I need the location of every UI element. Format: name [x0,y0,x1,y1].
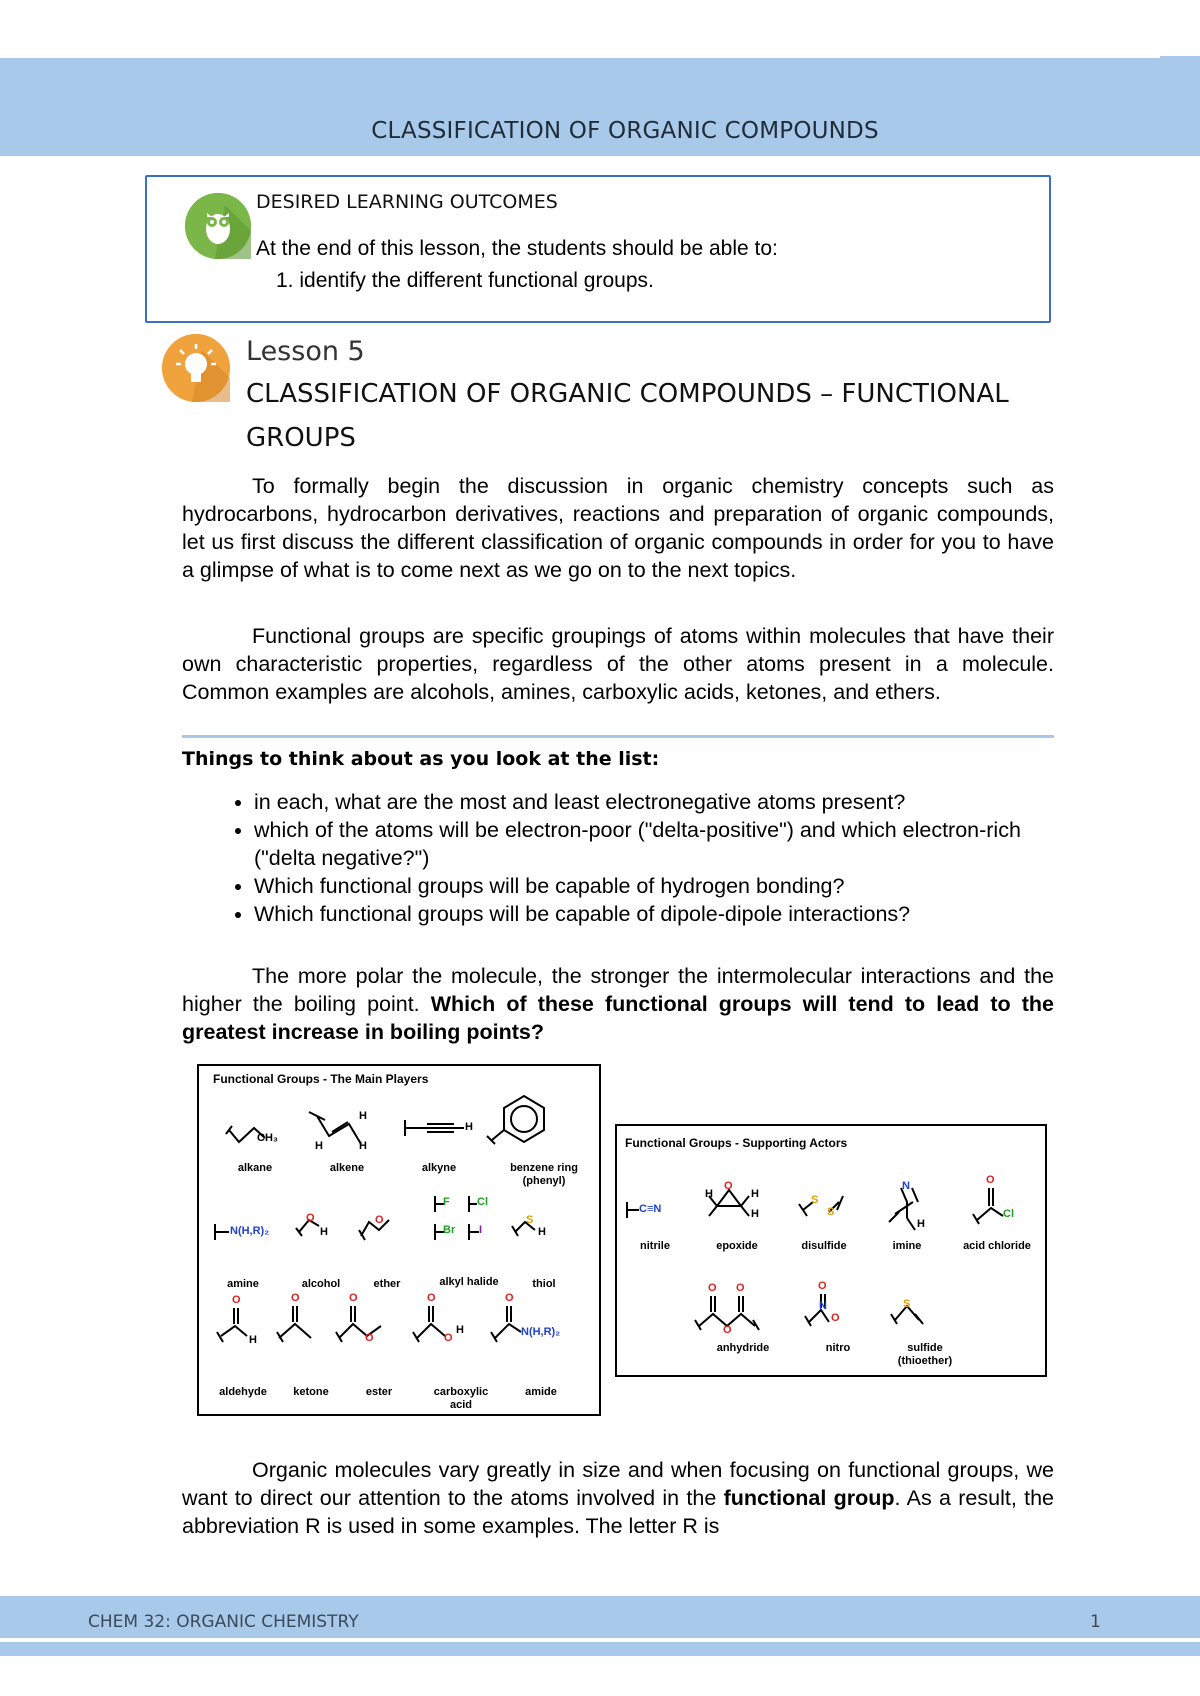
think-about-heading: Things to think about as you look at the list: [182,748,660,770]
label-sulfide-text: sulfide [907,1342,943,1354]
atom-o: O [831,1312,840,1324]
section-divider [182,735,1054,738]
lightbulb-icon [162,334,230,402]
label-acid-chloride: acid chloride [963,1240,1031,1252]
atom-o: O [306,1212,315,1224]
page-header-title: CLASSIFICATION OF ORGANIC COMPOUNDS [371,118,879,144]
atom-h: H [456,1324,464,1336]
label-thioether: (thioether) [897,1355,953,1367]
atom-h: H [249,1334,257,1346]
label-alkane: alkane [237,1162,273,1174]
polarity-paragraph [182,962,1054,1046]
polarity-question: Which of these functional groups will tend to lead to the greatest increase in boiling points? [182,992,1054,1044]
label-nitro: nitro [825,1342,851,1354]
figure-supporting-actors [615,1124,1047,1377]
lesson-title: CLASSIFICATION OF ORGANIC COMPOUNDS – FUNCTIONAL GROUPS [246,379,1009,453]
r-abbreviation-paragraph [182,1456,1054,1540]
atom-s: S [827,1206,835,1218]
lesson-number: Lesson 5 [246,336,365,367]
atom-h: H [315,1140,323,1152]
figure-support-title: Functional Groups - Supporting Actors [625,1136,848,1150]
main-structures [199,1066,603,1418]
atom-s: S [526,1214,534,1226]
atom-h: H [359,1110,367,1122]
atom-o: O [505,1292,514,1304]
atom-h: H [751,1208,759,1220]
intro-paragraph: To formally begin the discussion in organic chemistry concepts such as hydrocarbons, hydrocarbon derivatives, reactions and preparation of organic compounds, let us first discuss the different classification of organic compounds in order for you to have a glimpse of what is to come next as we go on to the next topics. [182,474,1054,582]
label-benzene-ring: benzene ring [510,1162,578,1174]
atom-n: N [902,1180,910,1192]
label-imine: imine [892,1240,922,1252]
atom-h: H [465,1121,473,1133]
atom-i: I [479,1224,483,1236]
polarity-text: The more polar the molecule, the stronger the intermolecular interactions and the higher the boiling point. [182,964,1054,1016]
atom-h: H [359,1140,367,1152]
label-carboxylic: carboxylic [433,1386,489,1398]
atom-ch3: CH₃ [257,1132,278,1144]
list-item: • Which functional groups will be capable of dipole-dipole interactions? [254,900,1054,928]
label-alcohol: alcohol [301,1278,341,1290]
label-alkyne: alkyne [421,1162,457,1174]
label-nitrile: nitrile [640,1240,670,1252]
atom-h: H [705,1188,713,1200]
atom-s: S [903,1298,911,1310]
atom-o: O [375,1214,384,1226]
atom-o: O [427,1292,436,1304]
list-item: • which of the atoms will be electron-poor ("delta-positive") and which electron-rich ("delta negative?") [254,816,1054,872]
atom-n: N [819,1300,827,1312]
list-item: • Which functional groups will be capable of hydrogen bonding? [254,872,1054,900]
atom-h: H [917,1218,925,1230]
label-disulfide: disulfide [801,1240,847,1252]
atom-o: O [349,1292,358,1304]
atom-o: O [708,1282,717,1294]
label-sulfide [870,1342,980,1368]
label-amide: amide [525,1386,557,1398]
functional-groups-paragraph: Functional groups are specific groupings of atoms within molecules that have their own characteristic properties, regardless of the other atoms present in a molecule. Common examples are alcohols, amines, carboxylic acids, ketones, and ethers. [182,624,1054,704]
outcome-item: 1. identify the different functional groups. [276,269,654,292]
para-text: . As a result, the abbreviation R is used in some examples. The letter R is [182,1486,1055,1538]
label-ester: ester [365,1386,393,1398]
atom-o: O [232,1294,241,1306]
atom-o: O [818,1280,827,1292]
atom-o: O [291,1292,300,1304]
atom-o: O [736,1282,745,1294]
atom-h: H [320,1226,328,1238]
label-alkyl-halide: alkyl halide [439,1276,499,1288]
atom-o: O [365,1332,374,1344]
figure-main-title: Functional Groups - The Main Players [213,1072,429,1086]
label-thiol: thiol [532,1278,556,1290]
para-bold: functional group [723,1486,895,1510]
label-alkene: alkene [329,1162,365,1174]
label-ether: ether [373,1278,401,1290]
footer-course: CHEM 32: ORGANIC CHEMISTRY [88,1612,359,1632]
atom-o: O [724,1180,733,1192]
atom-f: F [443,1196,450,1208]
label-amine: amine [227,1278,259,1290]
label-phenyl: (phenyl) [522,1175,566,1187]
label-benzene [489,1162,599,1188]
label-aldehyde: aldehyde [219,1386,267,1398]
outcomes-intro: At the end of this lesson, the students should be able to: [256,237,778,260]
label-ketone: ketone [293,1386,329,1398]
list-item: • in each, what are the most and least electronegative atoms present? [254,788,1054,816]
footer-rule [0,1638,1200,1642]
atom-o: O [444,1332,453,1344]
atom-h: H [751,1188,759,1200]
atom-s: S [811,1194,819,1206]
label-epoxide: epoxide [716,1240,758,1252]
think-about-list [182,788,1054,928]
atom-cl: Cl [477,1196,488,1208]
atom-o: O [986,1174,995,1186]
owl-icon [185,193,251,259]
atom-n-amine: N(H,R)₂ [230,1225,270,1237]
label-acid: acid [449,1399,472,1411]
atom-cl: Cl [1003,1208,1014,1220]
footer-page-number: 1 [1090,1612,1101,1632]
header-rule [0,46,1160,58]
label-anhydride: anhydride [716,1342,770,1354]
outcomes-title: DESIRED LEARNING OUTCOMES [256,191,558,213]
atom-o: O [723,1324,732,1336]
figure-main-players [197,1064,601,1416]
atom-n-amide: N(H,R)₂ [521,1326,561,1338]
para-text: Organic molecules vary greatly in size and when focusing on functional groups, we want to direct our attention to the atoms involved in the [182,1458,1054,1510]
atom-h: H [538,1226,546,1238]
atom-br: Br [443,1224,456,1236]
atom-cn: C≡N [639,1203,662,1215]
